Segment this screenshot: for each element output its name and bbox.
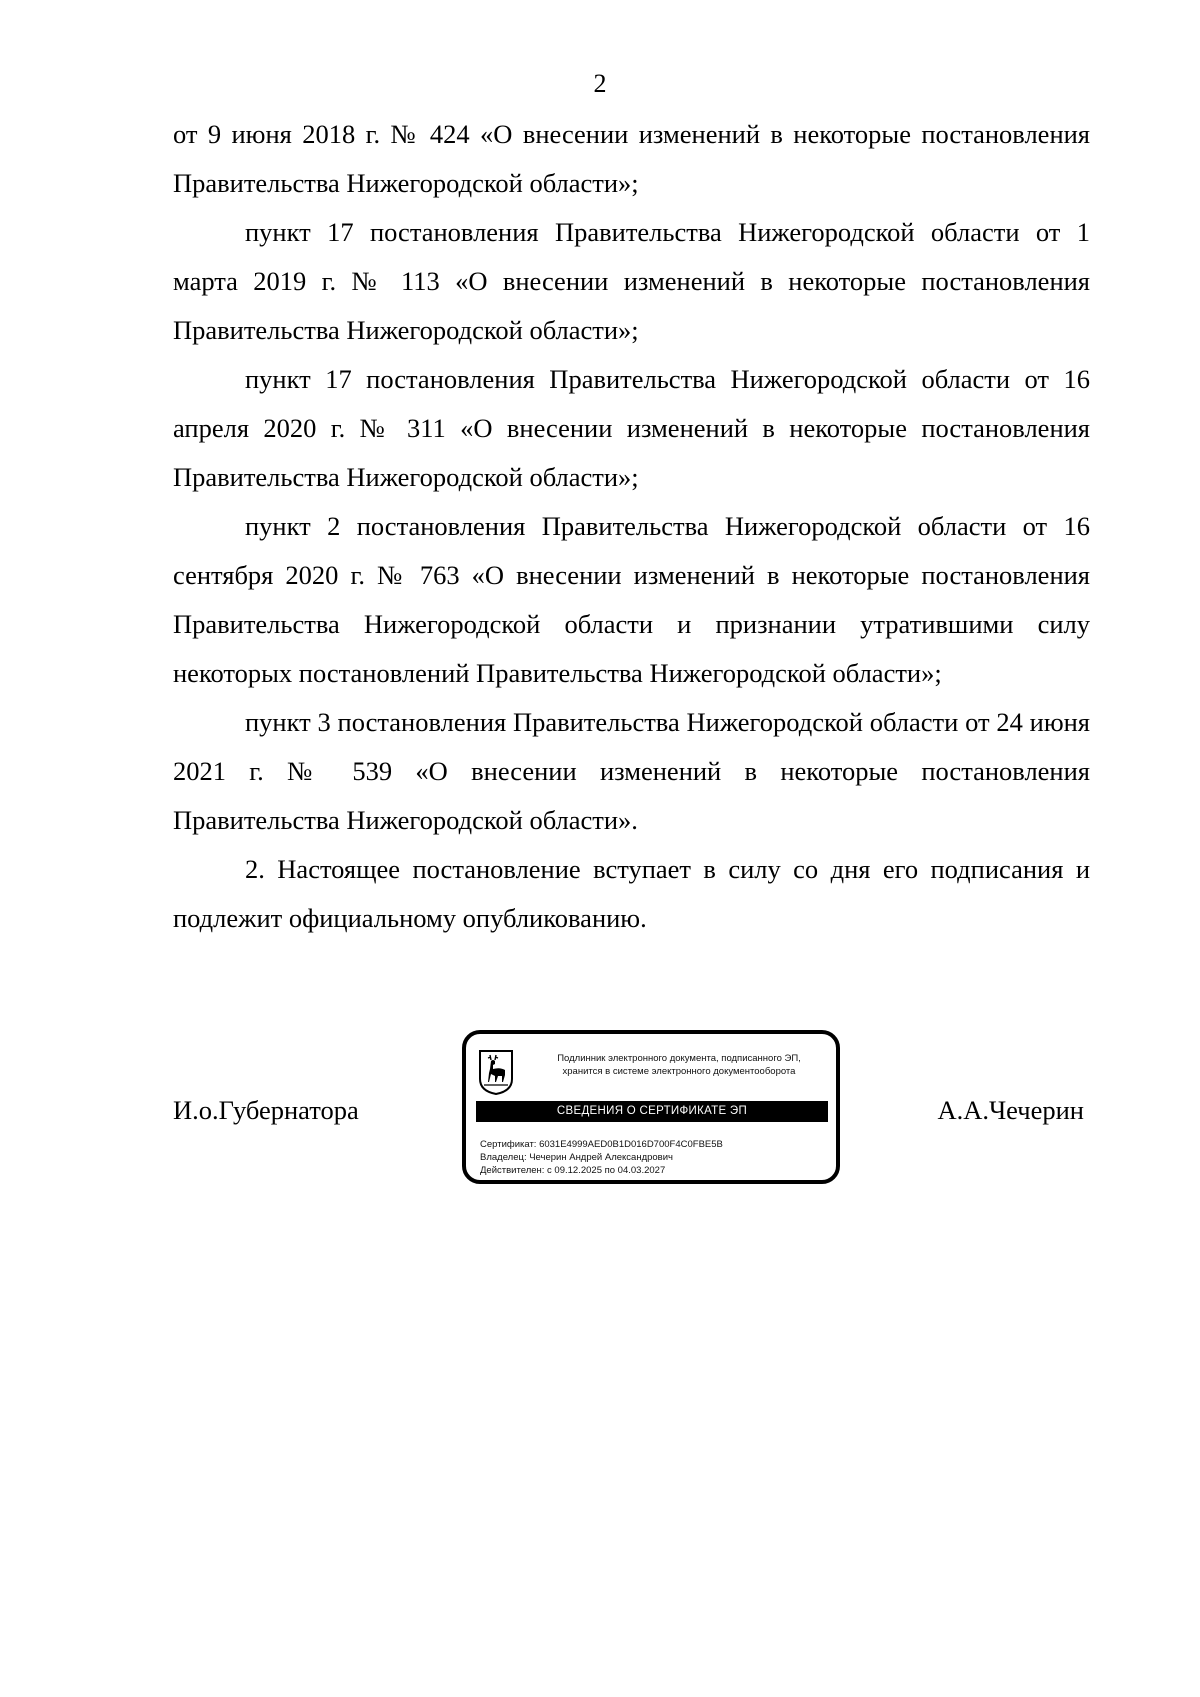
paragraph-item-2019: пункт 17 постановления Правительства Нижегородской области от 1 марта 2019 г. № 113 «О внесении изменений в некоторые постановления Правительства Нижегородской области»; <box>173 217 1090 345</box>
paragraph-effective-date: 2. Настоящее постановление вступает в силу со дня его подписания и подлежит официальному опубликованию. <box>173 854 1090 933</box>
coat-of-arms-deer-icon <box>478 1049 514 1095</box>
stamp-certificate-details <box>480 1138 830 1177</box>
paragraph-item-2020-september: пункт 2 постановления Правительства Нижегородской области от 16 сентября 2020 г. № 763 «О внесении изменений в некоторые постановления Правительства Нижегородской области и признании утратившими силу некоторых постановлений Правительства Нижегородской области»; <box>173 511 1090 688</box>
stamp-header-line: Подлинник электронного документа, подписанного ЭП, <box>557 1053 801 1064</box>
certificate-validity: Действителен: с 09.12.2025 по 04.03.2027 <box>480 1165 666 1176</box>
page-number: 2 <box>593 69 607 98</box>
signatory-position: И.о.Губернатора <box>173 1095 359 1125</box>
paragraph-item-2021: пункт 3 постановления Правительства Нижегородской области от 24 июня 2021 г. № 539 «О внесении изменений в некоторые постановления Правительства Нижегородской области». <box>173 707 1090 835</box>
paragraph-item-2020-april: пункт 17 постановления Правительства Нижегородской области от 16 апреля 2020 г. № 311 «О внесении изменений в некоторые постановления Правительства Нижегородской области»; <box>173 364 1090 492</box>
stamp-certificate-title: СВЕДЕНИЯ О СЕРТИФИКАТЕ ЭП <box>476 1101 828 1122</box>
document-body <box>173 110 1090 943</box>
electronic-signature-stamp <box>462 1030 840 1184</box>
certificate-owner: Владелец: Чечерин Андрей Александрович <box>480 1152 673 1163</box>
stamp-header-line: хранится в системе электронного документооборота <box>562 1066 796 1077</box>
stamp-header <box>526 1052 832 1078</box>
certificate-number: Сертификат: 6031E4999AED0B1D016D700F4C0FBE5B <box>480 1139 723 1150</box>
signatory-name: А.А.Чечерин <box>937 1095 1084 1125</box>
paragraph-continuation-2018: от 9 июня 2018 г. № 424 «О внесении изменений в некоторые постановления Правительства Нижегородской области»; <box>173 119 1090 198</box>
